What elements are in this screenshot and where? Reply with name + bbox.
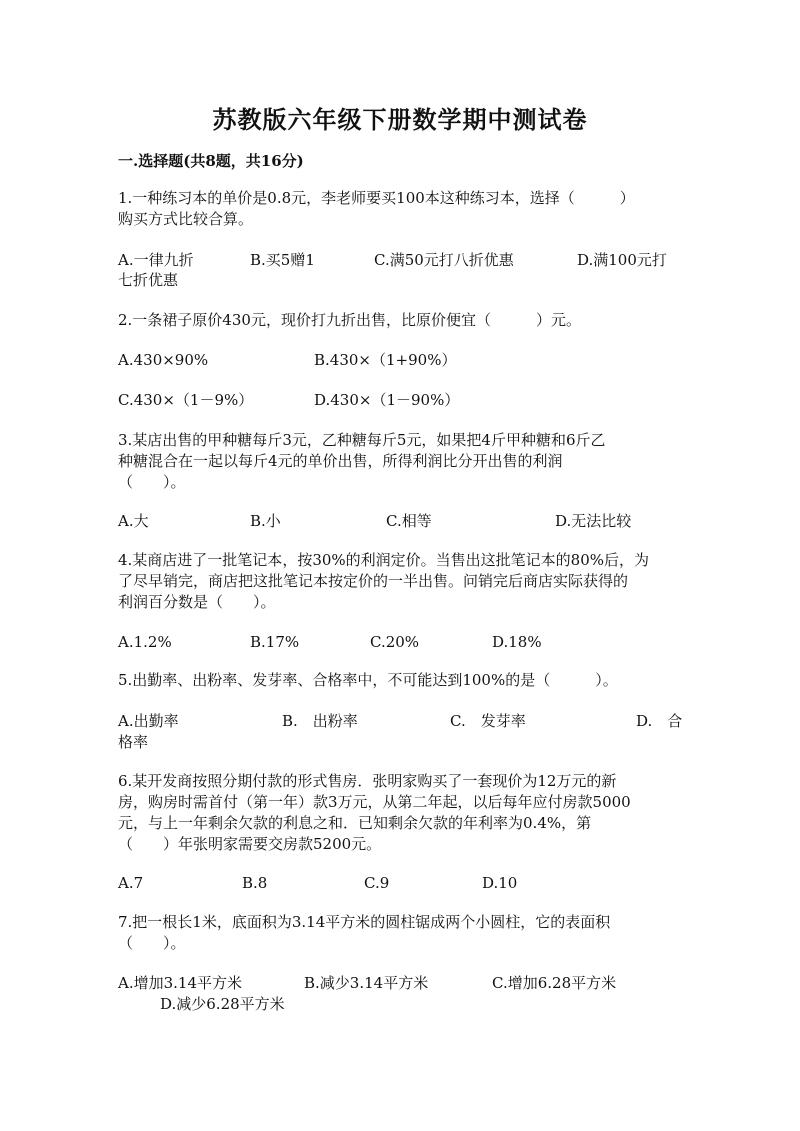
question-text-line: 元，与上一年剩余欠款的利息之和．已知剩余欠款的年利率为0.4%，第 [118, 814, 592, 832]
option-a: A.增加3.14平方米 [118, 974, 242, 992]
option-d: D.满100元打 [577, 251, 667, 269]
option-a: A.一律九折 [118, 251, 194, 269]
option-c: C.增加6.28平方米 [492, 974, 617, 992]
option-c: C.9 [364, 874, 390, 892]
option-continuation: 格率 [118, 733, 149, 751]
exam-title: 苏教版六年级下册数学期中测试卷 [212, 105, 588, 134]
question-text-line: 利润百分数是（ ）。 [118, 593, 276, 611]
option-a: A.1.2% [118, 633, 172, 651]
option-b: B.8 [242, 874, 268, 892]
option-d: D.18% [492, 633, 542, 651]
option-a: A.7 [118, 874, 144, 892]
question-text-line: 6.某开发商按照分期付款的形式售房．张明家购买了一套现价为12万元的新 [118, 772, 617, 790]
option-a: A.出勤率 [118, 712, 179, 730]
option-c: C.20% [370, 633, 420, 651]
question-text-line: 4.某商店进了一批笔记本，按30%的利润定价。当售出这批笔记本的80%后，为 [118, 551, 649, 569]
option-b: B. 出粉率 [282, 712, 358, 730]
option-d: D.430×（1－90%） [314, 391, 460, 409]
option-a: A.430×90% [118, 351, 209, 369]
question-text-line: 1.一种练习本的单价是0.8元，李老师要买100本这种练习本，选择（ ） [118, 189, 635, 207]
option-b: B.买5赠1 [250, 251, 315, 269]
section-heading: 一.选择题(共8题，共16分) [118, 152, 304, 170]
question-text-line: 7.把一根长1米，底面积为3.14平方米的圆柱锯成两个小圆柱，它的表面积 [118, 913, 611, 931]
option-b: B.17% [250, 633, 300, 651]
question-text-line: 3.某店出售的甲种糖每斤3元，乙种糖每斤5元，如果把4斤甲种糖和6斤乙 [118, 431, 606, 449]
question-text-line: 5.出勤率、出粉率、发芽率、合格率中，不可能达到100%的是（ ）。 [118, 671, 618, 689]
option-d: D.无法比较 [555, 512, 632, 530]
question-text-line: （ ）。 [118, 473, 186, 491]
question-text-line: 了尽早销完，商店把这批笔记本按定价的一半出售。问销完后商店实际获得的 [118, 572, 629, 590]
option-b: B.减少3.14平方米 [304, 974, 429, 992]
option-c: C.相等 [386, 512, 432, 530]
option-c: C.满50元打八折优惠 [374, 251, 514, 269]
option-a: A.大 [118, 512, 149, 530]
question-text-line: 房，购房时需首付（第一年）款3万元，从第二年起，以后每年应付房款5000 [118, 793, 631, 811]
option-c: C. 发芽率 [450, 712, 526, 730]
question-text-line: 购买方式比较合算。 [118, 210, 254, 228]
option-continuation: 七折优惠 [118, 271, 179, 289]
question-text-line: （ ）年张明家需要交房款5200元。 [118, 835, 382, 853]
option-c: C.430×（1－9%） [118, 391, 254, 409]
option-d: D.10 [482, 874, 518, 892]
option-b: B.430×（1+90%） [314, 351, 457, 369]
option-d: D.减少6.28平方米 [160, 995, 285, 1013]
option-b: B.小 [250, 512, 281, 530]
question-text-line: 2.一条裙子原价430元，现价打九折出售，比原价便宜（ ）元。 [118, 311, 581, 329]
option-d: D. 合 [636, 712, 683, 730]
question-text-line: （ ）。 [118, 934, 186, 952]
question-text-line: 种糖混合在一起以每斤4元的单价出售，所得利润比分开出售的利润 [118, 452, 563, 470]
